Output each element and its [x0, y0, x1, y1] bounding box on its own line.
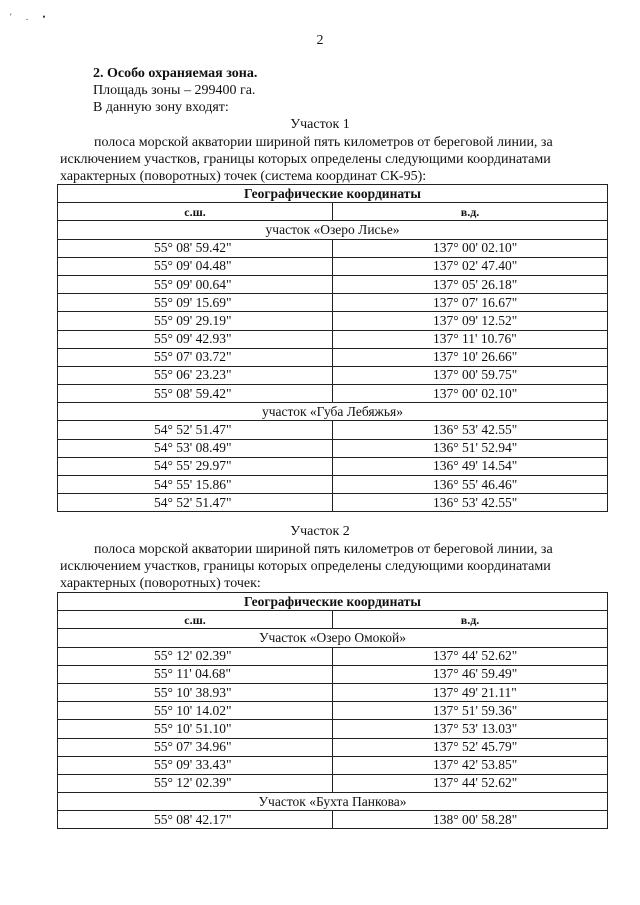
latitude-cell — [58, 720, 333, 738]
latitude-cell — [58, 457, 333, 475]
longitude-value: 136° 49' 14.54" — [433, 458, 518, 474]
longitude-value: 137° 46' 59.49" — [433, 666, 518, 682]
longitude-cell — [333, 738, 608, 756]
latitude-value: 55° 10' 51.10" — [154, 720, 232, 736]
latitude-cell — [58, 366, 333, 384]
table-row — [58, 683, 608, 701]
table-row — [58, 257, 608, 275]
longitude-value: 137° 44' 52.62" — [433, 775, 518, 791]
group-name: Участок «Бухта Панкова» — [58, 793, 608, 811]
page-number: 2 — [316, 33, 324, 48]
section1-para-line: характерных (поворотных) точек (система координат СК-95): — [60, 169, 427, 184]
group-row — [58, 793, 608, 811]
column-header-longitude: в.д. — [333, 203, 608, 221]
column-header-latitude: с.ш. — [58, 203, 333, 221]
latitude-value: 55° 11' 04.68" — [154, 666, 231, 682]
table-row — [58, 476, 608, 494]
section1-title: Участок 1 — [290, 117, 350, 132]
table-row — [58, 738, 608, 756]
longitude-cell — [333, 239, 608, 257]
table-row — [58, 439, 608, 457]
latitude-value: 54° 55' 29.97" — [154, 458, 232, 474]
table-row — [58, 366, 608, 384]
section1-para-line: полоса морской акватории шириной пять километров от береговой линии, за — [94, 135, 553, 150]
column-header-latitude: с.ш. — [58, 611, 333, 629]
column-header-longitude: в.д. — [333, 611, 608, 629]
group-row — [58, 221, 608, 239]
latitude-cell — [58, 294, 333, 312]
latitude-value: 55° 12' 02.39" — [154, 775, 232, 791]
latitude-value: 55° 06' 23.23" — [154, 367, 232, 383]
latitude-cell — [58, 439, 333, 457]
longitude-value: 136° 53' 42.55" — [433, 494, 518, 510]
table-row — [58, 665, 608, 683]
longitude-value: 137° 53' 13.03" — [433, 720, 518, 736]
latitude-cell — [58, 494, 333, 512]
latitude-value: 55° 08' 59.42" — [154, 240, 232, 256]
coordinates-table-1 — [57, 184, 608, 512]
longitude-value: 137° 10' 26.66" — [433, 349, 518, 365]
longitude-cell — [333, 257, 608, 275]
table-row — [58, 294, 608, 312]
latitude-cell — [58, 756, 333, 774]
latitude-cell — [58, 738, 333, 756]
latitude-cell — [58, 348, 333, 366]
table-row — [58, 239, 608, 257]
longitude-value: 136° 53' 42.55" — [433, 422, 518, 438]
longitude-value: 136° 55' 46.46" — [433, 476, 518, 492]
table-row — [58, 457, 608, 475]
table-row — [58, 811, 608, 829]
latitude-cell — [58, 312, 333, 330]
latitude-value: 54° 53' 08.49" — [154, 440, 232, 456]
longitude-cell — [333, 366, 608, 384]
corner-marks: ' . • — [10, 12, 52, 22]
longitude-value: 136° 51' 52.94" — [433, 440, 518, 456]
latitude-cell — [58, 702, 333, 720]
latitude-value: 54° 52' 51.47" — [154, 494, 232, 510]
table-row — [58, 702, 608, 720]
group-row — [58, 629, 608, 647]
longitude-cell — [333, 756, 608, 774]
latitude-value: 54° 55' 15.86" — [154, 476, 232, 492]
longitude-value: 137° 51' 59.36" — [433, 702, 518, 718]
table-row — [58, 348, 608, 366]
table-row — [58, 312, 608, 330]
latitude-cell — [58, 811, 333, 829]
coordinates-table-2 — [57, 592, 608, 829]
table-header: Географические координаты — [58, 185, 608, 203]
section2-paragraph — [60, 541, 604, 592]
group-name: участок «Озеро Лисье» — [58, 221, 608, 239]
latitude-value: 55° 09' 15.69" — [154, 294, 232, 310]
latitude-cell — [58, 275, 333, 293]
latitude-value: 55° 09' 04.48" — [154, 258, 232, 274]
latitude-value: 55° 09' 42.93" — [154, 331, 232, 347]
group-row — [58, 403, 608, 421]
section1-paragraph — [60, 134, 604, 185]
section2-para-line: характерных (поворотных) точек: — [60, 576, 261, 591]
longitude-value: 138° 00' 58.28" — [433, 811, 518, 827]
longitude-cell — [333, 665, 608, 683]
latitude-value: 55° 07' 34.96" — [154, 739, 232, 755]
section2-para-line: полоса морской акватории шириной пять километров от береговой линии, за — [94, 542, 553, 557]
longitude-value: 137° 42' 53.85" — [433, 757, 518, 773]
longitude-cell — [333, 774, 608, 792]
group-name: участок «Губа Лебяжья» — [58, 403, 608, 421]
longitude-cell — [333, 702, 608, 720]
latitude-cell — [58, 476, 333, 494]
latitude-cell — [58, 385, 333, 403]
latitude-cell — [58, 421, 333, 439]
latitude-value: 54° 52' 51.47" — [154, 422, 232, 438]
longitude-cell — [333, 494, 608, 512]
latitude-value: 55° 08' 59.42" — [154, 385, 232, 401]
latitude-value: 55° 10' 14.02" — [154, 702, 232, 718]
longitude-value: 137° 07' 16.67" — [433, 294, 518, 310]
latitude-cell — [58, 257, 333, 275]
latitude-value: 55° 09' 29.19" — [154, 312, 232, 328]
longitude-cell — [333, 476, 608, 494]
latitude-value: 55° 08' 42.17" — [154, 811, 232, 827]
longitude-cell — [333, 439, 608, 457]
longitude-cell — [333, 720, 608, 738]
table-row — [58, 647, 608, 665]
longitude-cell — [333, 312, 608, 330]
longitude-cell — [333, 275, 608, 293]
table-row — [58, 421, 608, 439]
latitude-cell — [58, 330, 333, 348]
latitude-value: 55° 12' 02.39" — [154, 648, 232, 664]
longitude-value: 137° 05' 26.18" — [433, 276, 518, 292]
table-row — [58, 774, 608, 792]
latitude-value: 55° 10' 38.93" — [154, 684, 232, 700]
latitude-cell — [58, 647, 333, 665]
longitude-value: 137° 00' 02.10" — [433, 385, 518, 401]
latitude-cell — [58, 665, 333, 683]
latitude-value: 55° 09' 00.64" — [154, 276, 232, 292]
section2-para-line: исключением участков, границы которых определены следующими координатами — [60, 559, 551, 574]
longitude-value: 137° 52' 45.79" — [433, 739, 518, 755]
longitude-value: 137° 02' 47.40" — [433, 258, 518, 274]
table-row — [58, 720, 608, 738]
longitude-cell — [333, 385, 608, 403]
longitude-cell — [333, 683, 608, 701]
table-row — [58, 275, 608, 293]
longitude-value: 137° 44' 52.62" — [433, 648, 518, 664]
longitude-value: 137° 09' 12.52" — [433, 312, 518, 328]
latitude-value: 55° 09' 33.43" — [154, 757, 232, 773]
longitude-value: 137° 49' 21.11" — [433, 684, 517, 700]
section1-para-line: исключением участков, границы которых определены следующими координатами — [60, 152, 551, 167]
section2-title: Участок 2 — [290, 524, 350, 539]
table-header: Географические координаты — [58, 593, 608, 611]
longitude-cell — [333, 421, 608, 439]
group-name: Участок «Озеро Омокой» — [58, 629, 608, 647]
longitude-value: 137° 00' 59.75" — [433, 367, 518, 383]
longitude-cell — [333, 330, 608, 348]
longitude-cell — [333, 348, 608, 366]
longitude-cell — [333, 457, 608, 475]
table-row — [58, 385, 608, 403]
longitude-value: 137° 00' 02.10" — [433, 240, 518, 256]
latitude-cell — [58, 683, 333, 701]
section-heading: 2. Особо охраняемая зона. — [93, 66, 258, 81]
table-row — [58, 330, 608, 348]
table-row — [58, 756, 608, 774]
longitude-cell — [333, 811, 608, 829]
table-row — [58, 494, 608, 512]
longitude-value: 137° 11' 10.76" — [433, 331, 517, 347]
latitude-cell — [58, 239, 333, 257]
zone-area: Площадь зоны – 299400 га. — [93, 83, 256, 98]
latitude-value: 55° 07' 03.72" — [154, 349, 232, 365]
zone-includes: В данную зону входят: — [93, 100, 229, 115]
latitude-cell — [58, 774, 333, 792]
longitude-cell — [333, 294, 608, 312]
longitude-cell — [333, 647, 608, 665]
